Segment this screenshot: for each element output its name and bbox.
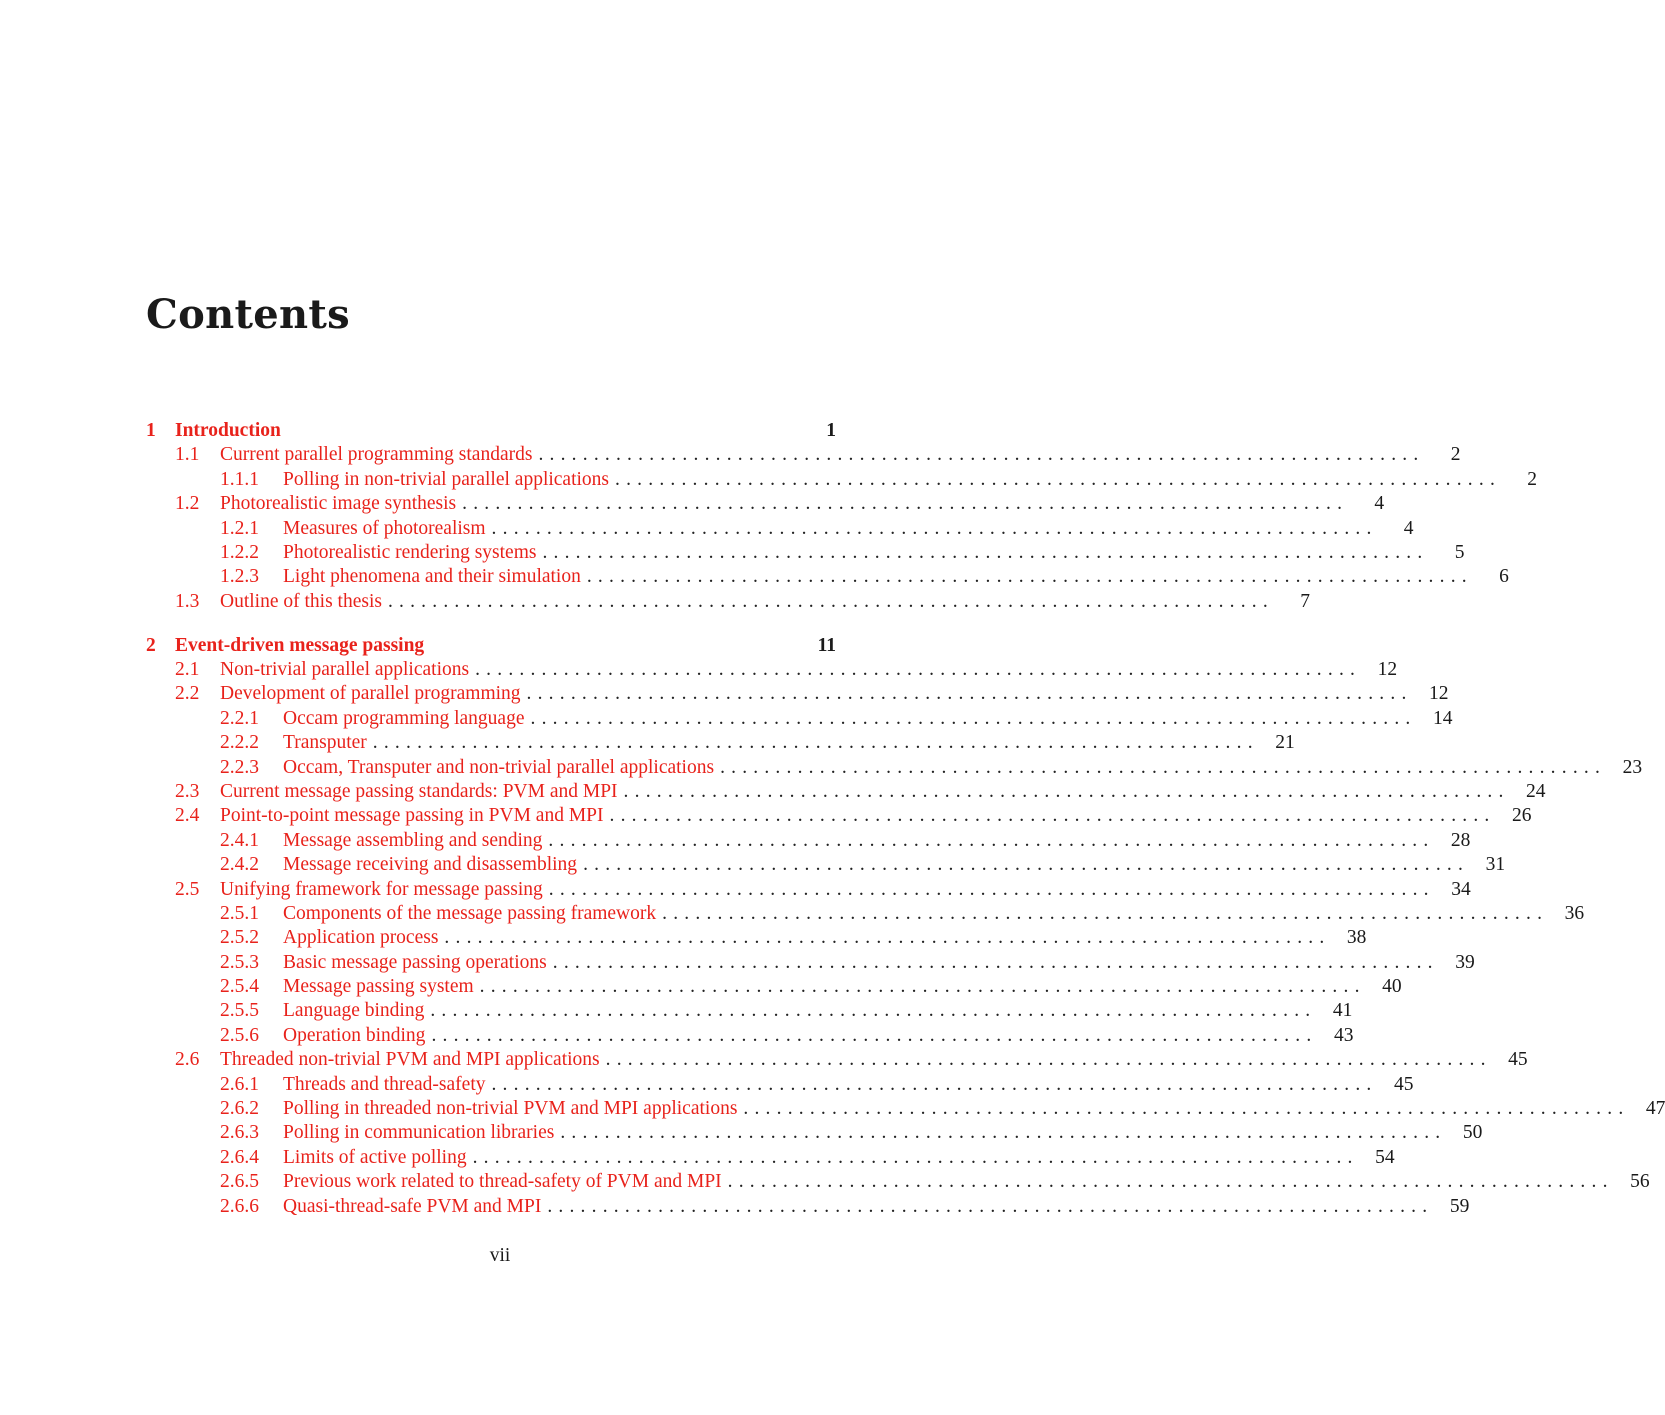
toc-dot-leader: ................................................................................ (548, 878, 1435, 900)
toc-entry-title[interactable]: Basic message passing operations (283, 951, 547, 973)
toc-entry-title[interactable]: Previous work related to thread-safety of PVM and MPI (283, 1171, 722, 1193)
toc-dot-leader: ................................................................................ (538, 444, 1425, 466)
toc-entry-title[interactable]: Application process (283, 927, 439, 949)
toc-entry-page: 59 (1449, 1195, 1470, 1217)
toc-subsection-entry[interactable] (146, 1121, 1483, 1145)
toc-entry-number: 1.2.1 (220, 517, 259, 539)
toc-entry-title[interactable]: Point-to-point message passing in PVM and MPI (220, 805, 604, 827)
toc-entry-title[interactable]: Light phenomena and their simulation (283, 566, 581, 588)
toc-dot-leader: ................................................................................ (609, 805, 1496, 827)
toc-entry-title[interactable]: Introduction (175, 420, 281, 441)
toc-dot-leader: ................................................................................ (431, 1024, 1318, 1046)
toc-entry-page: 11 (817, 634, 836, 656)
toc-entry-title[interactable]: Outline of this thesis (220, 590, 382, 612)
toc-chapter-entry[interactable] (146, 634, 836, 658)
toc-entry-number: 2.4.1 (220, 829, 259, 851)
toc-dot-leader: ................................................................................ (720, 756, 1607, 778)
toc-entry-number: 2.2.3 (220, 756, 259, 778)
toc-dot-leader: ................................................................................ (530, 707, 1417, 729)
toc-entry-page: 39 (1455, 951, 1475, 973)
toc-subsection-entry[interactable] (146, 926, 1367, 950)
toc-dot-leader: ................................................................................ (548, 829, 1435, 851)
toc-entry-page: 4 (1403, 517, 1414, 539)
toc-entry-number: 2.1 (175, 659, 200, 681)
toc-entry-page: 54 (1375, 1146, 1395, 1168)
toc-entry-number: 2.5.6 (220, 1024, 259, 1046)
toc-dot-leader: ................................................................................ (552, 951, 1439, 973)
toc-subsection-entry[interactable] (146, 999, 1353, 1023)
toc-entry-title[interactable]: Non-trivial parallel applications (220, 659, 470, 681)
toc-subsection-entry[interactable] (146, 951, 1475, 975)
toc-entry-page: 31 (1485, 854, 1506, 876)
toc-entry-number: 2.6.2 (220, 1098, 259, 1120)
toc-entry-number: 2.4 (175, 805, 200, 827)
toc-entry-title[interactable]: Photorealistic image synthesis (220, 493, 457, 515)
toc-dot-leader: ................................................................................ (560, 1122, 1447, 1144)
toc-subsection-entry[interactable] (146, 468, 1538, 492)
toc-entry-number: 2 (146, 634, 156, 656)
toc-entry-number: 2.4.2 (220, 854, 259, 876)
toc-entry-title[interactable]: Development of parallel programming (220, 683, 521, 705)
toc-subsection-entry[interactable] (146, 1097, 1665, 1121)
toc-entry-number: 2.5.3 (220, 951, 259, 973)
toc-entry-number: 2.5.1 (220, 902, 259, 924)
toc-entry-number: 2.3 (175, 780, 200, 802)
page-number: vii (489, 1245, 511, 1266)
toc-dot-leader: ................................................................................ (583, 854, 1470, 876)
toc-entry-page: 50 (1462, 1122, 1483, 1144)
toc-entry-page: 7 (1300, 590, 1310, 612)
toc-subsection-entry[interactable] (146, 707, 1453, 731)
toc-entry-title[interactable]: Message receiving and disassembling (283, 854, 578, 876)
toc-entry-page: 12 (1377, 659, 1398, 681)
toc-entry-title[interactable]: Polling in threaded non-trivial PVM and MPI applications (283, 1098, 738, 1120)
toc-subsection-entry[interactable] (146, 975, 1402, 999)
toc-dot-leader: ................................................................................ (547, 1195, 1434, 1217)
toc-section-entry[interactable] (146, 780, 1546, 804)
toc-section-entry[interactable] (146, 878, 1471, 902)
toc-entry-title[interactable]: Language binding (283, 1000, 425, 1022)
toc-entry-page: 45 (1508, 1049, 1528, 1071)
toc-entry-title[interactable]: Measures of photorealism (283, 517, 486, 539)
toc-entry-page: 26 (1512, 805, 1532, 827)
toc-dot-leader: ................................................................................ (444, 927, 1331, 949)
toc-dot-leader: ................................................................................ (623, 780, 1510, 802)
toc-entry-page: 21 (1275, 732, 1295, 754)
toc-entry-page: 6 (1499, 566, 1509, 588)
toc-entry-page: 43 (1333, 1024, 1354, 1046)
toc-subsection-entry[interactable] (146, 517, 1414, 541)
toc-entry-title[interactable]: Occam, Transputer and non-trivial parallel applications (283, 756, 715, 778)
toc-entry-number: 1.3 (175, 590, 200, 612)
toc-dot-leader: ................................................................................ (586, 566, 1473, 588)
toc-entry-page: 47 (1645, 1098, 1665, 1120)
toc-subsection-entry[interactable] (146, 853, 1506, 877)
toc-dot-leader: ................................................................................ (472, 1146, 1359, 1168)
toc-entry-page: 5 (1454, 541, 1465, 563)
toc-section-entry[interactable] (146, 658, 1398, 682)
toc-entry-number: 1.2.2 (220, 541, 259, 563)
table-of-contents (146, 419, 1665, 1219)
toc-entry-title[interactable]: Operation binding (283, 1024, 426, 1046)
toc-subsection-entry[interactable] (146, 1195, 1470, 1219)
toc-subsection-entry[interactable] (146, 829, 1471, 853)
toc-entry-number: 2.5.4 (220, 976, 259, 998)
toc-subsection-entry[interactable] (146, 731, 1295, 755)
toc-entry-page: 45 (1393, 1073, 1414, 1095)
toc-entry-page: 41 (1332, 1000, 1353, 1022)
toc-entry-number: 2.5.2 (220, 927, 259, 949)
toc-entry-title[interactable]: Threaded non-trivial PVM and MPI applications (220, 1049, 600, 1071)
toc-subsection-entry[interactable] (146, 1073, 1414, 1097)
toc-entry-number: 2.6 (175, 1049, 200, 1071)
toc-entry-title[interactable]: Limits of active polling (283, 1146, 467, 1168)
toc-section-entry[interactable] (146, 682, 1449, 706)
toc-entry-page: 2 (1450, 444, 1461, 466)
toc-dot-leader: ................................................................................ (491, 1073, 1378, 1095)
toc-entry-title[interactable]: Occam programming language (283, 707, 525, 729)
toc-entry-number: 1.1.1 (220, 468, 259, 490)
toc-entry-title[interactable]: Polling in non-trivial parallel applications (283, 468, 610, 490)
toc-subsection-entry[interactable] (146, 541, 1465, 565)
toc-entry-page: 56 (1630, 1171, 1650, 1193)
toc-entry-number: 2.2 (175, 683, 200, 705)
toc-section-entry[interactable] (146, 492, 1385, 516)
toc-subsection-entry[interactable] (146, 1024, 1354, 1048)
toc-entry-title[interactable]: Transputer (283, 732, 367, 754)
toc-entry-page: 23 (1622, 756, 1643, 778)
toc-section-entry[interactable] (146, 1048, 1528, 1072)
toc-entry-number: 1.2 (175, 493, 200, 515)
toc-entry-number: 2.6.6 (220, 1195, 259, 1217)
toc-entry-title[interactable]: Event-driven message passing (175, 634, 425, 656)
toc-dot-leader: ................................................................................ (615, 468, 1502, 490)
toc-entry-title[interactable]: Message passing system (283, 976, 474, 998)
toc-entry-title[interactable]: Message assembling and sending (283, 829, 543, 851)
toc-subsection-entry[interactable] (146, 565, 1509, 589)
toc-entry-title[interactable]: Components of the message passing framework (283, 902, 657, 924)
toc-entry-title[interactable]: Current message passing standards: PVM and MPI (220, 780, 618, 802)
toc-entry-page: 2 (1527, 468, 1538, 490)
page-title: Contents (146, 291, 351, 338)
toc-entry-page: 4 (1374, 493, 1385, 515)
toc-entry-title[interactable]: Threads and thread-safety (283, 1073, 486, 1095)
toc-entry-page: 34 (1451, 878, 1471, 900)
toc-entry-number: 2.6.3 (220, 1122, 259, 1144)
toc-entry-page: 36 (1564, 902, 1585, 924)
toc-entry-number: 2.6.4 (220, 1146, 259, 1168)
toc-subsection-entry[interactable] (146, 1146, 1395, 1170)
toc-entry-page: 14 (1433, 707, 1453, 729)
toc-dot-leader: ................................................................................ (662, 902, 1549, 924)
toc-entry-number: 2.5.5 (220, 1000, 259, 1022)
toc-entry-page: 1 (826, 420, 836, 441)
toc-dot-leader: ................................................................................ (605, 1049, 1492, 1071)
toc-subsection-entry[interactable] (146, 756, 1643, 780)
toc-entry-number: 1.1 (175, 444, 200, 466)
toc-dot-leader: ................................................................................ (542, 541, 1429, 563)
toc-entry-number: 1 (146, 420, 156, 441)
toc-dot-leader: ................................................................................ (430, 1000, 1317, 1022)
toc-subsection-entry[interactable] (146, 1170, 1650, 1194)
toc-dot-leader: ................................................................................ (491, 517, 1378, 539)
toc-chapter-entry[interactable] (146, 419, 836, 443)
toc-entry-page: 12 (1429, 683, 1449, 705)
toc-section-entry[interactable] (146, 443, 1461, 467)
toc-entry-page: 40 (1382, 976, 1402, 998)
toc-dot-leader: ................................................................................ (462, 493, 1349, 515)
toc-entry-title[interactable]: Current parallel programming standards (220, 444, 533, 466)
toc-entry-page: 28 (1450, 829, 1471, 851)
toc-entry-title[interactable]: Polling in communication libraries (283, 1122, 555, 1144)
toc-dot-leader: ................................................................................ (372, 732, 1259, 754)
toc-entry-page: 38 (1346, 927, 1367, 949)
toc-entry-number: 2.2.1 (220, 707, 259, 729)
toc-dot-leader: ................................................................................ (387, 590, 1274, 612)
toc-entry-number: 2.6.1 (220, 1073, 259, 1095)
toc-entry-title[interactable]: Unifying framework for message passing (220, 878, 543, 900)
toc-section-entry[interactable] (146, 590, 1310, 614)
toc-dot-leader: ................................................................................ (479, 976, 1366, 998)
toc-section-entry[interactable] (146, 804, 1532, 828)
toc-entry-number: 1.2.3 (220, 566, 259, 588)
toc-entry-number: 2.6.5 (220, 1171, 259, 1193)
toc-entry-number: 2.2.2 (220, 732, 259, 754)
toc-entry-page: 24 (1526, 780, 1546, 802)
toc-subsection-entry[interactable] (146, 902, 1585, 926)
toc-dot-leader: ................................................................................ (475, 659, 1362, 681)
toc-dot-leader: ................................................................................ (743, 1098, 1630, 1120)
toc-entry-number: 2.5 (175, 878, 200, 900)
toc-dot-leader: ................................................................................ (727, 1171, 1614, 1193)
toc-entry-title[interactable]: Photorealistic rendering systems (283, 541, 537, 563)
toc-dot-leader: ................................................................................ (526, 683, 1413, 705)
toc-entry-title[interactable]: Quasi-thread-safe PVM and MPI (283, 1195, 542, 1217)
